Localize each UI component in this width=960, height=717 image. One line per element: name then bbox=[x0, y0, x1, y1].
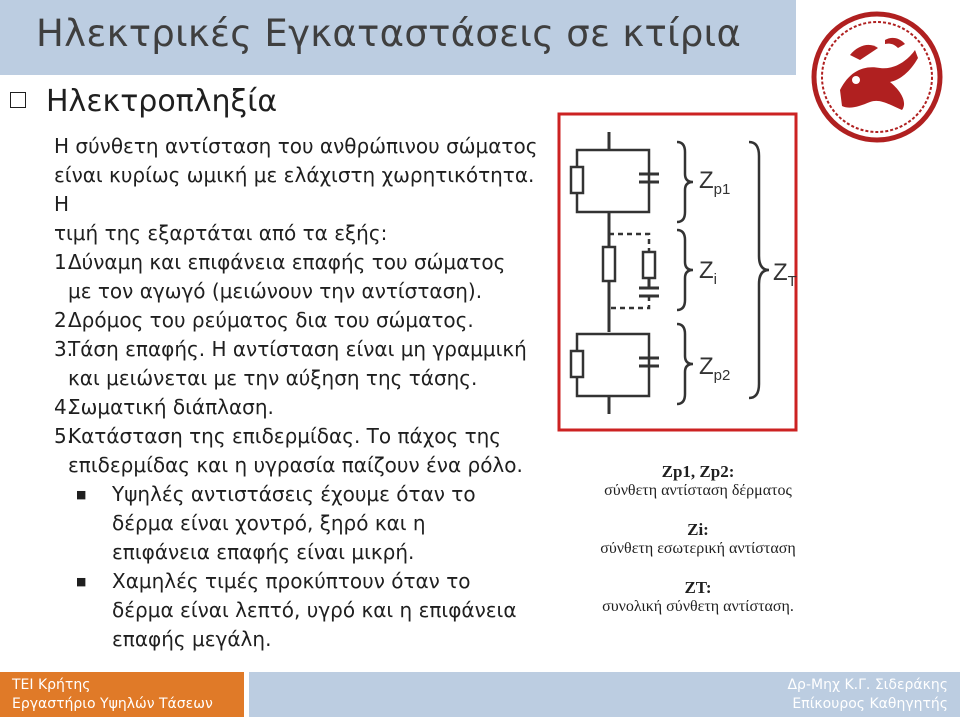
section-heading: Ηλεκτροπληξία bbox=[10, 84, 277, 119]
university-seal-icon bbox=[810, 10, 945, 145]
checkbox-bullet-icon bbox=[10, 92, 26, 108]
legend-key-zt: ZT: bbox=[684, 578, 712, 597]
footer-lab: Εργαστήριο Υψηλών Τάσεων bbox=[12, 696, 213, 712]
list-item: 4. Σωματική διάπλαση. bbox=[54, 395, 274, 419]
label-zp1: $Z_{p1}$ bbox=[699, 167, 731, 198]
label-zi: $Z_i$ bbox=[699, 257, 718, 288]
legend-key-zi: Zi: bbox=[687, 520, 709, 539]
diagram-frame bbox=[559, 114, 796, 430]
list-item: 1. Δύναμη και επιφάνεια επαφής του σώματος με τον αγωγό (μειώνουν την αντίσταση). bbox=[54, 250, 506, 303]
slide-title: Ηλεκτρικές Εγκαταστάσεις σε κτίρια bbox=[36, 12, 742, 55]
legend-key-zp: Zp1, Zp2: bbox=[661, 462, 735, 481]
diagram-legend bbox=[560, 462, 836, 636]
list-item: 5. Κατάσταση της επιδερμίδας. Το πάχος της επιδερμίδας και η υγρασία παίζουν ένα ρόλο. bbox=[54, 424, 523, 477]
footer-institution: ΤΕΙ Κρήτης bbox=[12, 677, 91, 693]
sub-bullet: ■ Χαμηλές τιμές προκύπτουν όταν το δέρμα είναι λεπτό, υγρό και η επιφάνεια επαφής μεγάλη. bbox=[76, 567, 544, 654]
square-bullet-icon: ■ bbox=[76, 575, 87, 588]
body-impedance-circuit-diagram bbox=[557, 112, 798, 432]
legend-value-zt: συνολική σύνθετη αντίσταση. bbox=[602, 598, 794, 615]
legend-value-zi: σύνθετη εσωτερική αντίσταση bbox=[600, 540, 796, 557]
label-zt: $Z_T$ bbox=[773, 259, 797, 290]
intro-line: είναι κυρίως ωμική με ελάχιστη χωρητικότητα. Η bbox=[54, 163, 535, 216]
sub-bullet: ■ Υψηλές αντιστάσεις έχουμε όταν το δέρμα είναι χοντρό, ξηρό και η επιφάνεια επαφής είναι μικρή. bbox=[76, 480, 544, 567]
list-item: 3. Τάση επαφής. Η αντίσταση είναι μη γραμμική και μειώνεται με την αύξηση της τάσης. bbox=[54, 337, 527, 390]
intro-line: Η σύνθετη αντίσταση του ανθρώπινου σώματος bbox=[54, 134, 538, 158]
intro-line: τιμή της εξαρτάται από τα εξής: bbox=[54, 221, 388, 245]
list-item: 2. Δρόμος του ρεύματος δια του σώματος. bbox=[54, 308, 474, 332]
footer-author: Δρ-Μηχ Κ.Γ. Σιδεράκης bbox=[787, 677, 948, 693]
square-bullet-icon: ■ bbox=[76, 488, 87, 501]
body-text bbox=[54, 132, 544, 654]
label-zp2: $Z_{p2}$ bbox=[699, 353, 731, 384]
legend-value-zp: σύνθετη αντίσταση δέρματος bbox=[604, 482, 792, 499]
footer-author-title: Επίκουρος Καθηγητής bbox=[792, 696, 948, 712]
